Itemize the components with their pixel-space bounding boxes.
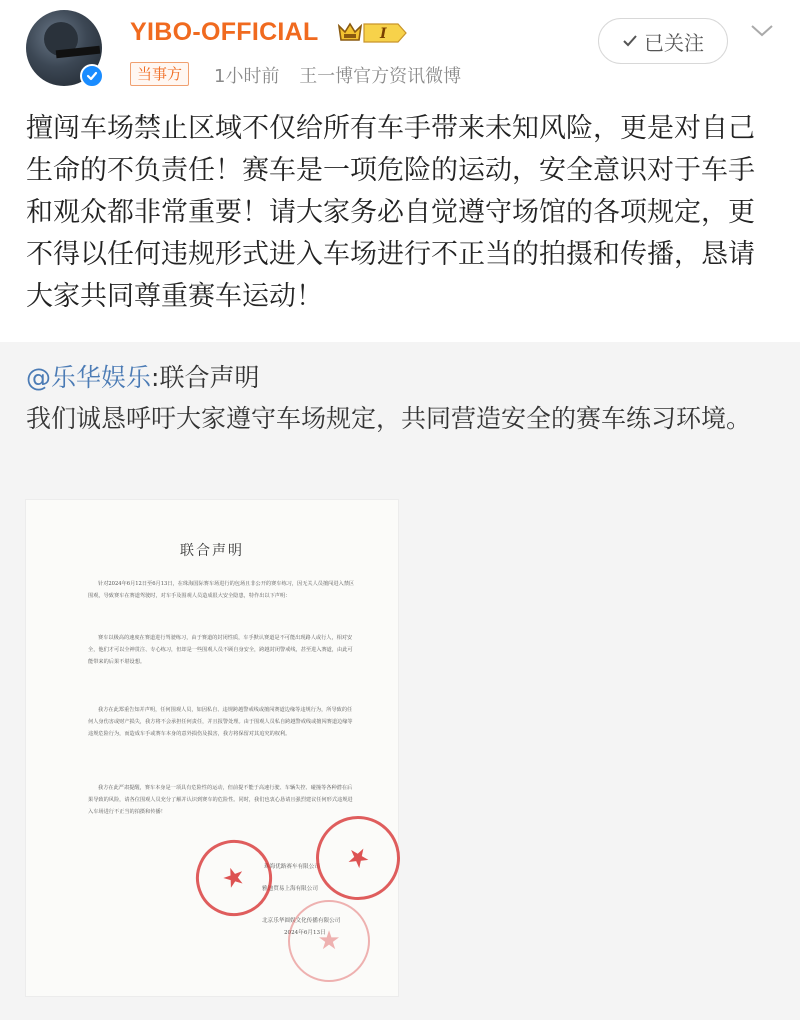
status-badge: 当事方 <box>130 62 189 86</box>
chevron-down-icon[interactable] <box>748 22 776 44</box>
post-time: 1小时前 <box>214 66 280 87</box>
seal-star-icon: ★ <box>340 839 376 877</box>
company-seal-icon <box>288 900 370 982</box>
document-title: 联合声明 <box>180 543 244 559</box>
seal-star-icon: ★ <box>217 859 251 897</box>
seal-star-icon: ★ <box>317 926 341 956</box>
vip-badge-icon[interactable] <box>336 20 408 50</box>
mention-link[interactable]: @乐华娱乐 <box>26 363 152 392</box>
check-icon <box>622 34 638 48</box>
document-date: 2024年6月13日 <box>284 930 326 936</box>
document-paragraph: 赛车以极高的速度在赛道进行驾驶练习，由于赛道的封闭性质，车手默认赛道是不可能出现路人或行人，相对安全，他们才可以全神贯注、专心练习，但却是一些围观人员不顾自身安全，跨越封闭警戒线，甚至进入赛道，由此可能带来的后果不堪设想。 <box>88 635 353 665</box>
document-signer: 雅迪贸易上海有限公司 <box>262 886 318 892</box>
document-image[interactable] <box>26 500 398 996</box>
post-meta <box>214 62 475 88</box>
follow-label: 已关注 <box>644 30 704 55</box>
vip-level: I <box>380 26 387 42</box>
repost-text: 我们诚恳呼吁大家遵守车场规定，共同营造安全的赛车练习环境。 <box>26 404 752 433</box>
document-signer: 北京乐华圆娱文化传播有限公司 <box>262 918 341 924</box>
repost-header <box>26 358 786 398</box>
document-paragraph: 针对2024年6月12日至6月13日，在珠海国际赛车场进行的包场且非公开的赛车练习，因无关人员擅闯进入禁区围观，导致赛车在赛道驾驶时，对车手及围观人员造成很大安全隐患，特作出以下声明： <box>88 581 355 599</box>
document-paragraph: 我方在此郑重告知并声明，任何围观人员，如因私自、违规跨越警戒线或擅闯赛道边缘等违规行为，所导致的任何人身伤害或财产损失，我方将不会承担任何责任，并且报警处理。由于围观人员私自跨越警戒线或擅闯赛道边缘等违规危险行为，而造成车手或赛车本身的意外损伤及损害，我方将保留对其追究的权利。 <box>88 707 353 737</box>
post-source[interactable]: 王一博官方资讯微博 <box>299 66 462 87</box>
post-text: 擅闯车场禁止区域不仅给所有车手带来未知风险，更是对自己生命的不负责任！赛车是一项危险的运动，安全意识对于车手和观众都非常重要！请大家务必自觉遵守场馆的各项规定，更不得以任何违规形式进入车场进行不正当的拍摄和传播，恳请大家共同尊重赛车运动！ <box>26 113 755 312</box>
post-header <box>0 0 800 100</box>
verified-icon <box>80 64 104 88</box>
repost-title: :联合声明 <box>151 363 260 392</box>
document-signer: 珠海优路赛车有限公司 <box>264 864 320 870</box>
document-paragraph: 我方在此严肃提醒，赛车本身是一项具有危险性的运动，但前提不能于高速行驶、车辆失控、碰撞等各种潜在后果导致的风险，请各位围观人员充分了解并认识到赛车的危险性。同时，我们也衷心恳请且强烈建议任何形式违规进入车场进行不正当的拍摄和传播！ <box>88 785 353 815</box>
follow-button[interactable] <box>598 18 728 64</box>
username[interactable]: YIBO-OFFICIAL <box>130 18 319 46</box>
company-seal-icon <box>185 829 282 926</box>
